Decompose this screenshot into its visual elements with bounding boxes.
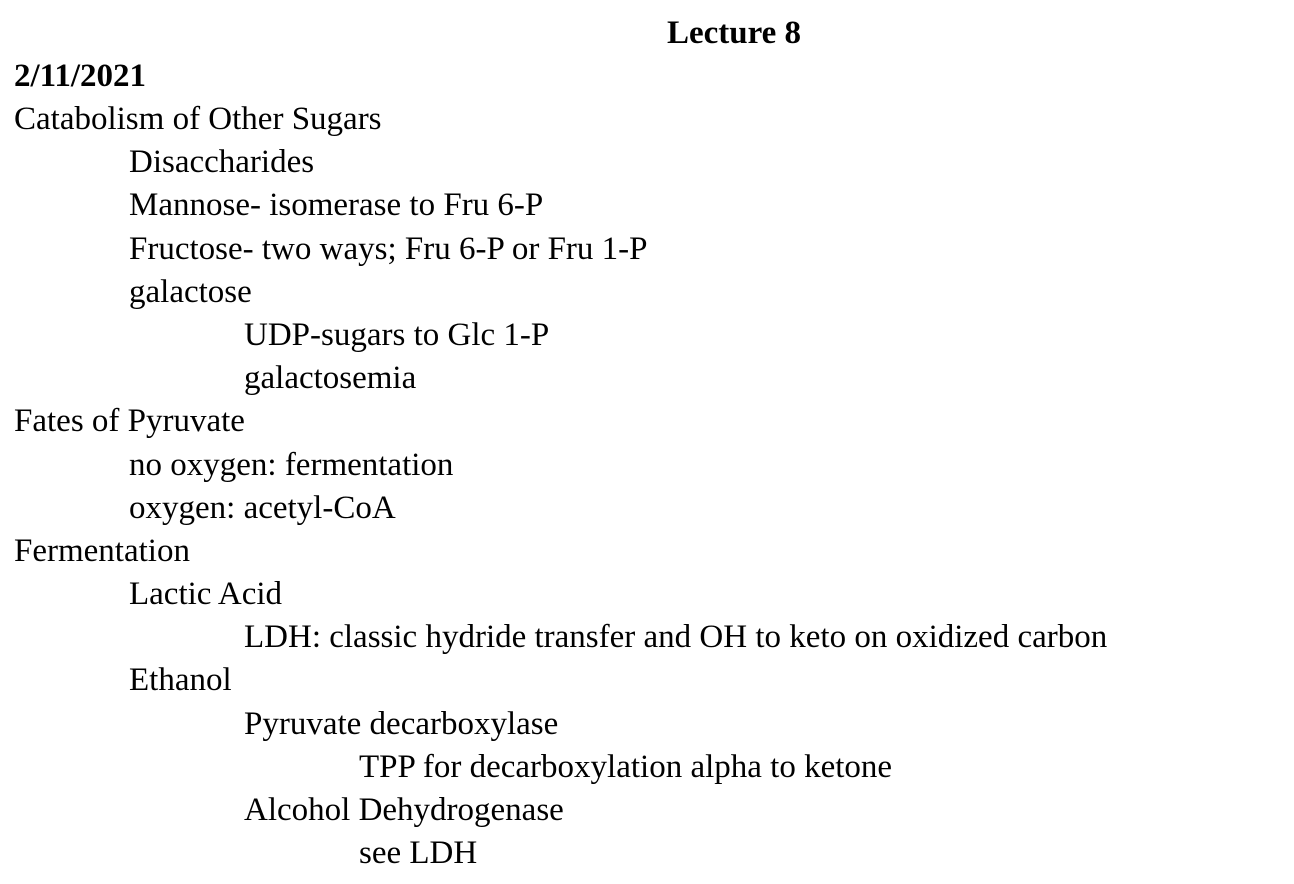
outline-subsubitem: see LDH bbox=[359, 835, 478, 872]
outline-subitem: UDP-sugars to Glc 1-P bbox=[244, 316, 550, 353]
notes-outline bbox=[14, 98, 1107, 875]
outline-item: Disaccharides bbox=[129, 144, 315, 181]
outline-item: Ethanol bbox=[129, 662, 232, 699]
outline-item: galactose bbox=[129, 273, 252, 310]
outline-item: oxygen: acetyl-CoA bbox=[129, 489, 396, 526]
lecture-date: 2/11/2021 bbox=[14, 58, 147, 94]
outline-item: Fructose- two ways; Fru 6-P or Fru 1-P bbox=[129, 230, 648, 267]
outline-subitem: galactosemia bbox=[244, 360, 417, 397]
outline-subitem: Alcohol Dehydrogenase bbox=[244, 792, 564, 828]
outline-subitem: Pyruvate decarboxylase bbox=[244, 705, 559, 742]
outline-heading: Fates of Pyruvate bbox=[14, 403, 245, 440]
outline-item: Mannose- isomerase to Fru 6-P bbox=[129, 187, 544, 224]
outline-item: no oxygen: fermentation bbox=[129, 446, 454, 483]
outline-subsubitem: TPP for decarboxylation alpha to ketone bbox=[359, 748, 893, 785]
outline-heading: Catabolism of Other Sugars bbox=[14, 101, 382, 137]
outline-heading: Fermentation bbox=[14, 532, 190, 569]
outline-item: Lactic Acid bbox=[129, 576, 283, 613]
lecture-title: Lecture 8 bbox=[666, 15, 802, 51]
outline-subitem: LDH: classic hydride transfer and OH to keto on oxidized carbon bbox=[244, 619, 1108, 656]
